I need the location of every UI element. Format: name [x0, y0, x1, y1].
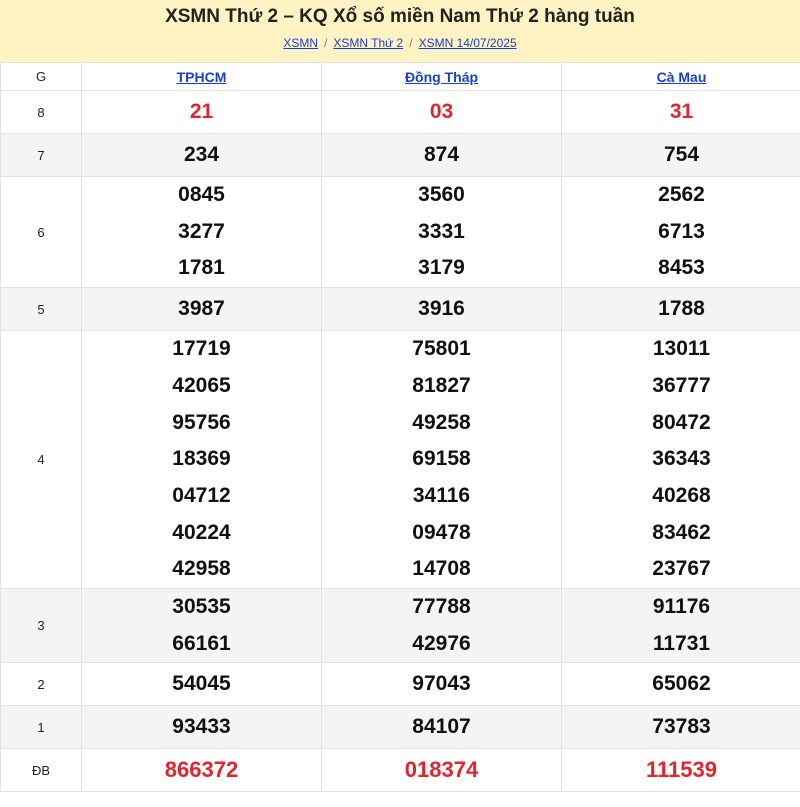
winning-number: 91176	[652, 595, 711, 619]
winning-number-highlight: 866372	[164, 757, 239, 783]
result-cell	[322, 331, 562, 589]
prize-label: 5	[1, 288, 82, 331]
province-header-ca-mau	[562, 63, 800, 91]
table-row	[1, 749, 800, 792]
winning-number: 49258	[412, 410, 471, 434]
prize-label: ĐB	[1, 749, 82, 792]
winning-number: 81827	[412, 373, 471, 397]
result-cell	[562, 177, 800, 288]
winning-number: 13011	[652, 337, 711, 361]
winning-number: 77788	[412, 595, 471, 619]
winning-number-highlight: 018374	[404, 757, 479, 783]
winning-number-highlight: 03	[429, 99, 454, 123]
winning-number: 234	[183, 142, 220, 166]
winning-number: 3987	[178, 296, 225, 320]
winning-number: 97043	[412, 672, 471, 696]
table-row	[1, 663, 800, 706]
result-cell	[562, 589, 800, 663]
result-cell	[322, 663, 562, 706]
page-header	[0, 0, 800, 62]
winning-number: 36777	[652, 373, 711, 397]
prize-label: 2	[1, 663, 82, 706]
winning-number: 54045	[172, 672, 231, 696]
prize-column-header: G	[1, 63, 82, 91]
result-cell	[322, 706, 562, 749]
winning-number: 84107	[412, 715, 471, 739]
result-cell	[562, 663, 800, 706]
result-cell	[82, 134, 322, 177]
winning-number: 40224	[172, 520, 231, 544]
breadcrumb-separator: /	[409, 36, 413, 50]
winning-number-highlight: 21	[189, 99, 214, 123]
winning-number: 3277	[178, 219, 225, 243]
prize-label: 7	[1, 134, 82, 177]
winning-number: 3179	[418, 256, 465, 280]
winning-number: 14708	[412, 557, 471, 581]
result-cell	[82, 91, 322, 134]
winning-number: 1781	[178, 256, 225, 280]
breadcrumb-link-xsmn[interactable]: XSMN	[283, 36, 319, 50]
result-cell	[322, 749, 562, 792]
winning-number: 66161	[172, 631, 231, 655]
province-link-dong-thap[interactable]: Đồng Tháp	[404, 68, 479, 85]
winning-number: 95756	[172, 410, 231, 434]
table-header-row	[1, 63, 800, 91]
winning-number: 80472	[652, 410, 711, 434]
result-cell	[322, 288, 562, 331]
winning-number-highlight: 111539	[646, 757, 717, 783]
breadcrumb-link-xsmn-thu-2[interactable]: XSMN Thứ 2	[333, 36, 404, 50]
table-row	[1, 331, 800, 589]
winning-number: 34116	[412, 483, 471, 507]
winning-number: 23767	[652, 557, 711, 581]
result-cell	[562, 134, 800, 177]
result-cell	[562, 91, 800, 134]
winning-number: 65062	[652, 672, 711, 696]
result-cell	[82, 663, 322, 706]
result-cell	[322, 91, 562, 134]
province-link-ca-mau[interactable]: Cà Mau	[656, 68, 707, 85]
winning-number: 30535	[172, 595, 231, 619]
winning-number: 3560	[418, 183, 465, 206]
table-row	[1, 91, 800, 134]
winning-number: 40268	[652, 483, 711, 507]
winning-number: 42065	[172, 373, 231, 397]
result-cell	[322, 589, 562, 663]
prize-label: 3	[1, 589, 82, 663]
result-cell	[82, 331, 322, 589]
winning-number: 3916	[418, 296, 465, 320]
result-cell	[562, 288, 800, 331]
winning-number: 42976	[412, 631, 471, 655]
winning-number: 3331	[418, 219, 465, 243]
result-cell	[82, 288, 322, 331]
winning-number: 42958	[172, 557, 231, 581]
result-cell	[562, 749, 800, 792]
winning-number: 754	[663, 142, 700, 166]
winning-number: 6713	[658, 219, 705, 243]
breadcrumb	[0, 35, 800, 51]
page-title: XSMN Thứ 2 – KQ Xổ số miền Nam Thứ 2 hàng tuần	[165, 6, 635, 27]
table-row	[1, 706, 800, 749]
winning-number: 8453	[658, 256, 705, 280]
prize-label: 6	[1, 177, 82, 288]
winning-number: 17719	[172, 337, 231, 361]
result-cell	[322, 177, 562, 288]
winning-number: 11731	[652, 631, 711, 655]
results-body	[1, 91, 800, 792]
winning-number: 1788	[658, 296, 705, 320]
result-cell	[562, 331, 800, 589]
winning-number: 2562	[658, 183, 705, 206]
result-cell	[82, 589, 322, 663]
winning-number: 73783	[652, 715, 711, 739]
breadcrumb-separator: /	[324, 36, 328, 50]
winning-number: 36343	[652, 447, 711, 471]
winning-number: 0845	[178, 183, 225, 206]
breadcrumb-link-xsmn-date[interactable]: XSMN 14/07/2025	[418, 36, 517, 50]
result-cell	[82, 177, 322, 288]
table-row	[1, 288, 800, 331]
winning-number: 18369	[172, 447, 231, 471]
winning-number: 93433	[172, 715, 231, 739]
result-cell	[82, 749, 322, 792]
lottery-results-table	[0, 62, 800, 792]
winning-number: 04712	[172, 483, 231, 507]
table-row	[1, 589, 800, 663]
table-row	[1, 134, 800, 177]
table-row	[1, 177, 800, 288]
result-cell	[322, 134, 562, 177]
prize-label: 8	[1, 91, 82, 134]
winning-number: 83462	[652, 520, 711, 544]
winning-number-highlight: 31	[669, 99, 694, 123]
province-header-tphcm	[82, 63, 322, 91]
prize-label: 4	[1, 331, 82, 589]
winning-number: 75801	[412, 337, 471, 361]
result-cell	[82, 706, 322, 749]
result-cell	[562, 706, 800, 749]
winning-number: 69158	[412, 447, 471, 471]
winning-number: 874	[423, 142, 460, 166]
province-link-tphcm[interactable]: TPHCM	[176, 68, 227, 85]
winning-number: 09478	[412, 520, 471, 544]
prize-label: 1	[1, 706, 82, 749]
province-header-dong-thap	[322, 63, 562, 91]
